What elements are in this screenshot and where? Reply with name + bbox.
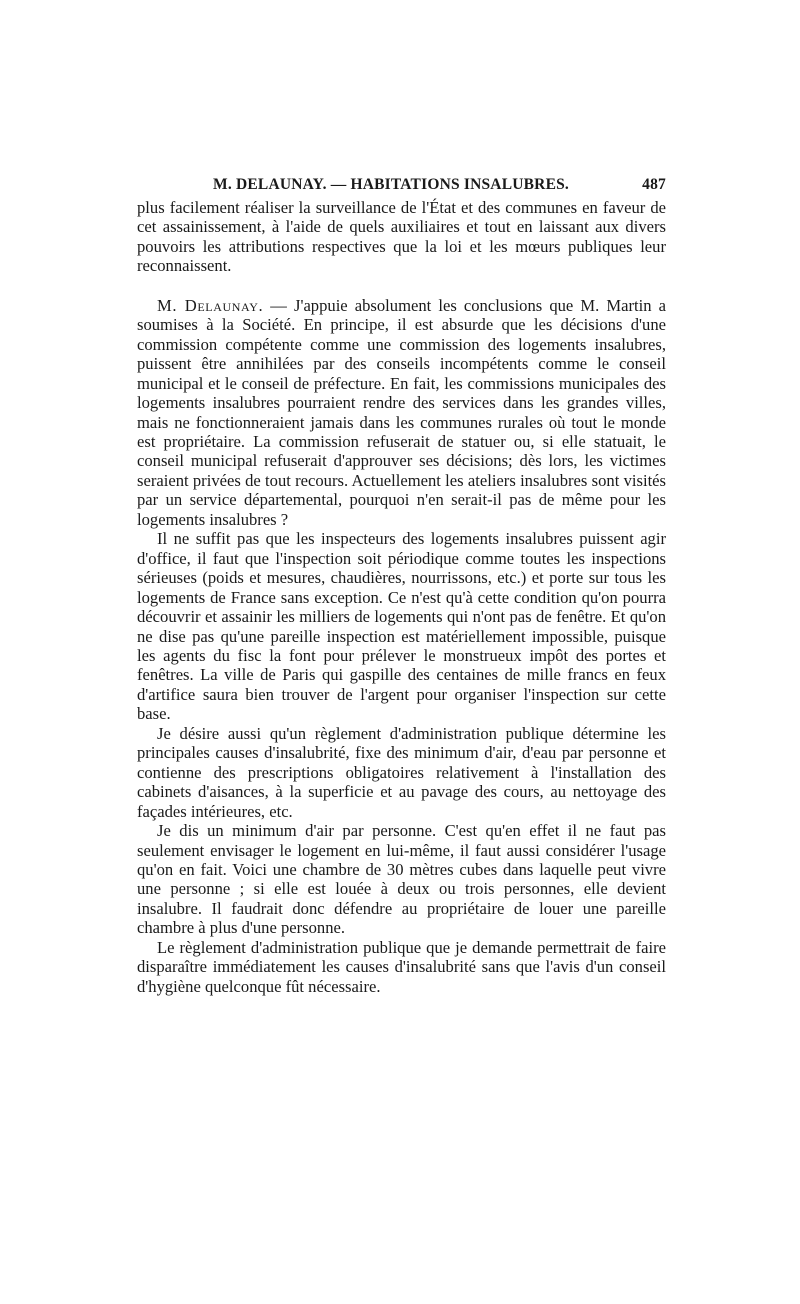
body-text [137,198,666,996]
paragraph-reglement: Je désire aussi qu'un règlement d'administration publique détermine les principales causes d'insalubrité, fixe des minimum d'air, d'eau par personne et contienne des prescriptions obligatoires relativement à l'installation des cabinets d'aisances, à la superficie et au pavage des cours, au nettoyage des façades intérieures, etc. [137,723,666,821]
paragraph-minimum-air: Je dis un minimum d'air par personne. C'est qu'en effet il ne faut pas seulement envisager le logement en lui-même, il faut aussi considérer l'usage qu'on en fait. Voici une chambre de 30 mètres cubes dans laquelle peut vivre une personne ; si elle est louée à deux ou trois personnes, elle devient insalubre. Il faudrait donc défendre au propriétaire de louer une pareille chambre à plus d'une personne. [137,821,666,938]
speech-text: — J'appuie absolument les conclusions que M. Martin a soumises à la Société. En principe, il est absurde que les décisions d'une commission compétente comme une commission des logements insalubres, puissent être annihilées par des conseils incompétents comme le conseil municipal et le conseil de préfecture. En fait, les commissions municipales des logements insalubres pourraient rendre des services dans les grandes villes, mais ne fonctionneraient jamais dans les communes rurales où tout le monde est propriétaire. La commission refuserait de statuer ou, si elle statuait, le conseil municipal refuserait d'approuver ses décisions; dès lors, les victimes seraient privées de tout recours. Actuellement les ateliers insalubres sont visités par un service départemental, pourquoi n'en serait-il pas de même pour les logements insalubres ? [137,295,666,529]
paragraph-continued: plus facilement réaliser la surveillance de l'État et des communes en faveur de cet assainissement, à l'aide de quels auxiliaires et tout en laissant aux divers pouvoirs les attributions respectives que la loi et les mœurs publiques leur reconnaissent. [137,198,666,276]
paragraph-conclusion: Le règlement d'administration publique que je demande permettrait de faire disparaître immédiatement les causes d'insalubrité sans que l'avis d'un conseil d'hygiène quelconque fût nécessaire. [137,937,666,996]
book-page [137,176,666,996]
page-number: 487 [642,176,666,193]
running-title: M. DELAUNAY. — HABITATIONS INSALUBRES. [213,176,570,193]
running-head [137,176,666,198]
paragraph-inspection: Il ne suffit pas que les inspecteurs des logements insalubres puissent agir d'office, il faut que l'inspection soit périodique comme toutes les inspections sérieuses (poids et mesures, chaudières, nourrissons, etc.) et porte sur tous les logements de France sans exception. Ce n'est qu'à cette condition qu'on pourra découvrir et assainir les milliers de logements qui n'ont pas de fenêtre. Et qu'on ne dise pas qu'une pareille inspection est matériellement impossible, puisque les agents du fisc la font pour prélever le monstrueux impôt des portes et fenêtres. La ville de Paris qui gaspille des centaines de mille francs en feux d'artifice saura bien trouver de l'argent pour organiser l'inspection sur cette base. [137,529,666,724]
paragraph-speech [137,296,666,529]
speaker-name: M. Delaunay. [157,295,264,315]
